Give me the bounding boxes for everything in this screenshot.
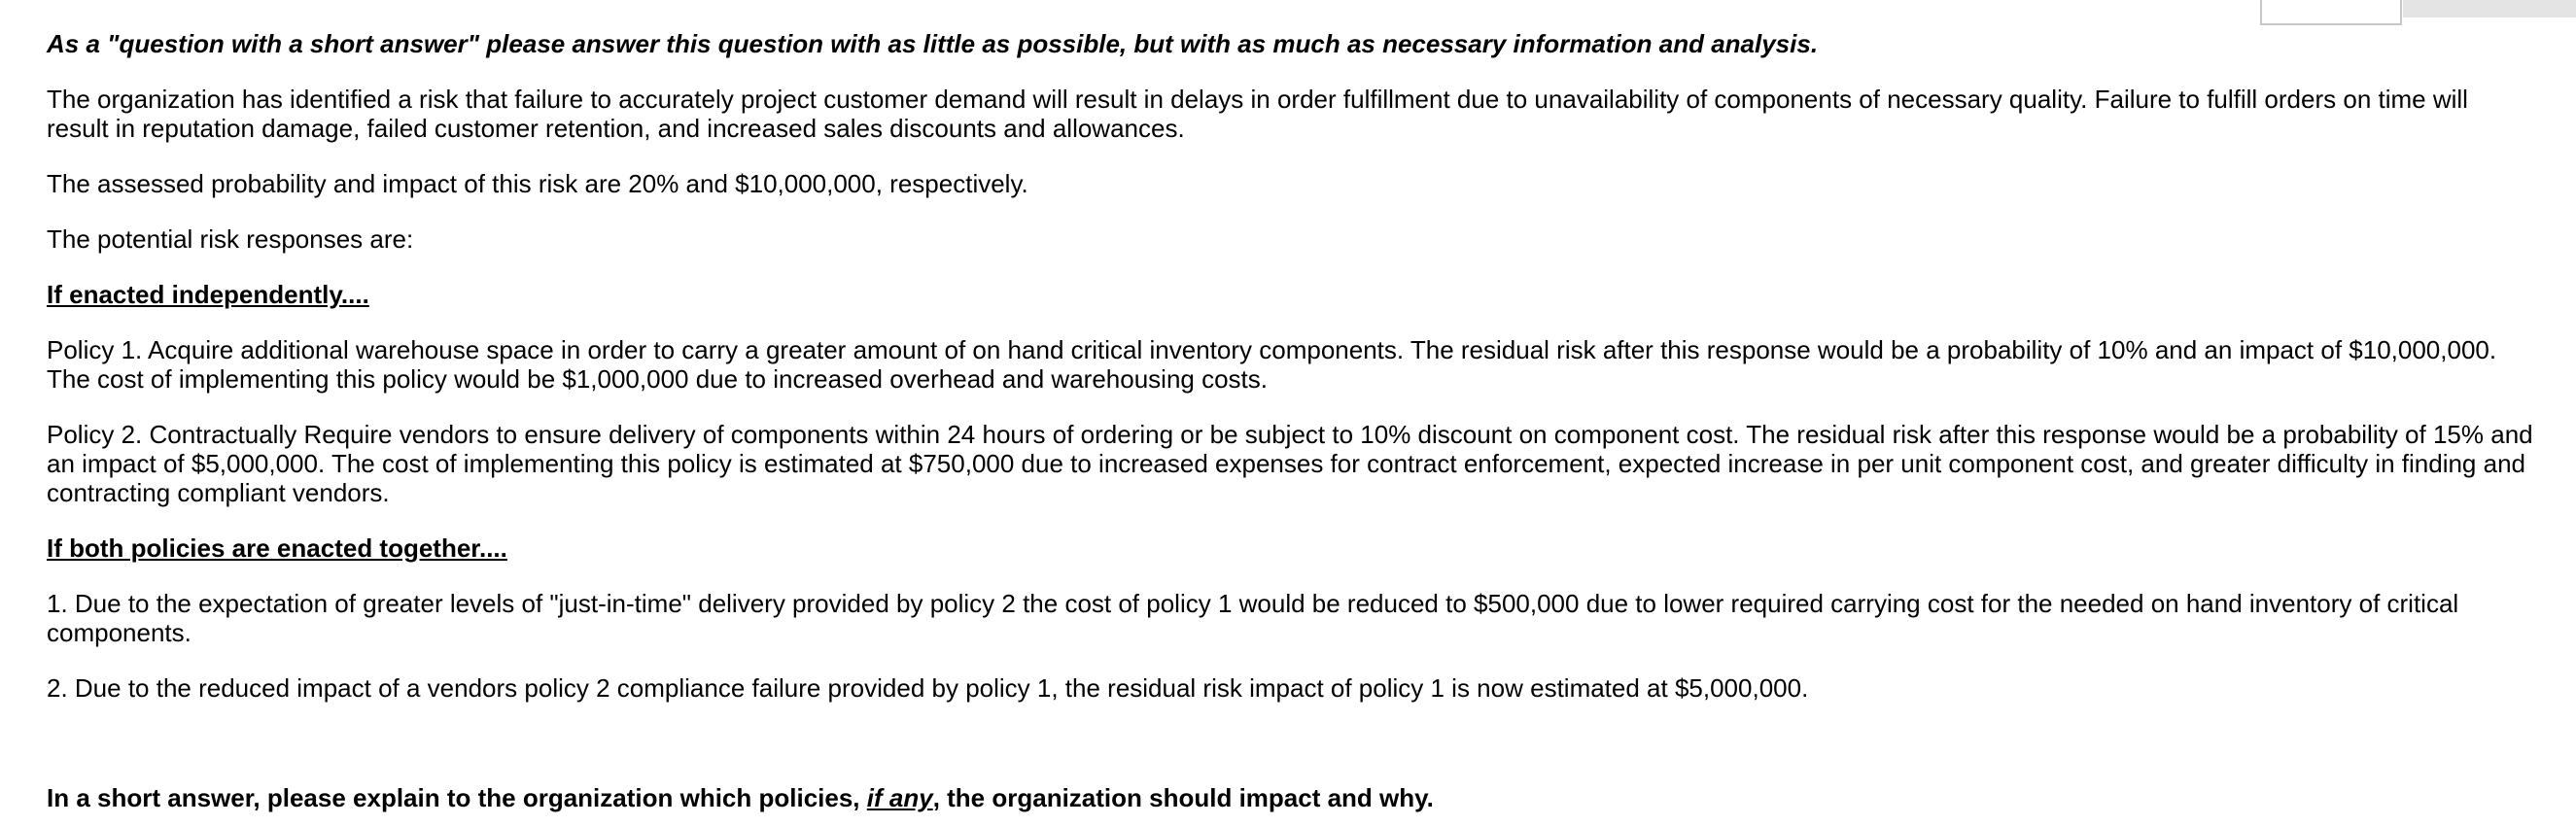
instruction-intro: As a "question with a short answer" please answer this question with as little as possible, but with as much as necessary information and analysis.	[47, 29, 1819, 58]
policy-1: Policy 1. Acquire additional warehouse space in order to carry a greater amount of on hand critical inventory components. The residual risk after this response would be a probability of 10% and an impact of $10,000,000. The cost of implementing this policy would be $1,000,000 due to increased overhead and warehousing costs.	[47, 335, 2497, 394]
final-question-suffix: , the organization should impact and why.	[932, 783, 1434, 812]
top-bar-tab	[2403, 0, 2576, 17]
responses-intro: The potential risk responses are:	[47, 224, 414, 254]
final-question	[47, 783, 2535, 812]
final-question-prefix: In a short answer, please explain to the organization which policies,	[47, 783, 867, 812]
top-bar-box	[2260, 0, 2402, 25]
risk-assessment: The assessed probability and impact of this risk are 20% and $10,000,000, respectively.	[47, 169, 1028, 198]
policy-2: Policy 2. Contractually Require vendors to ensure delivery of components within 24 hours of ordering or be subject to 10% discount on component cost. The residual risk after this response would be a probability of 15% and an impact of $5,000,000. The cost of implementing this policy is estimated at $750,000 due to increased expenses for contract enforcement, expected increase in per unit component cost, and greater difficulty in finding and contracting compliant vendors.	[47, 420, 2533, 507]
final-question-emphasis: if any	[866, 783, 933, 812]
independent-heading: If enacted independently....	[47, 280, 369, 309]
together-item-1: 1. Due to the expectation of greater levels of "just-in-time" delivery provided by policy 2 the cost of policy 1 would be reduced to $500,000 due to lower required carrying cost for the needed on hand inventory of critical components.	[47, 589, 2459, 647]
together-item-2: 2. Due to the reduced impact of a vendors policy 2 compliance failure provided by policy 1, the residual risk impact of policy 1 is now estimated at $5,000,000.	[47, 673, 1809, 703]
together-heading: If both policies are enacted together....	[47, 533, 507, 563]
risk-description: The organization has identified a risk that failure to accurately project customer demand will result in delays in order fulfillment due to unavailability of components of necessary quality. Failure to fulfill orders on time will result in reputation damage, failed customer retention, and increased sales discounts and allowances.	[47, 85, 2468, 143]
question-text	[47, 29, 2535, 812]
